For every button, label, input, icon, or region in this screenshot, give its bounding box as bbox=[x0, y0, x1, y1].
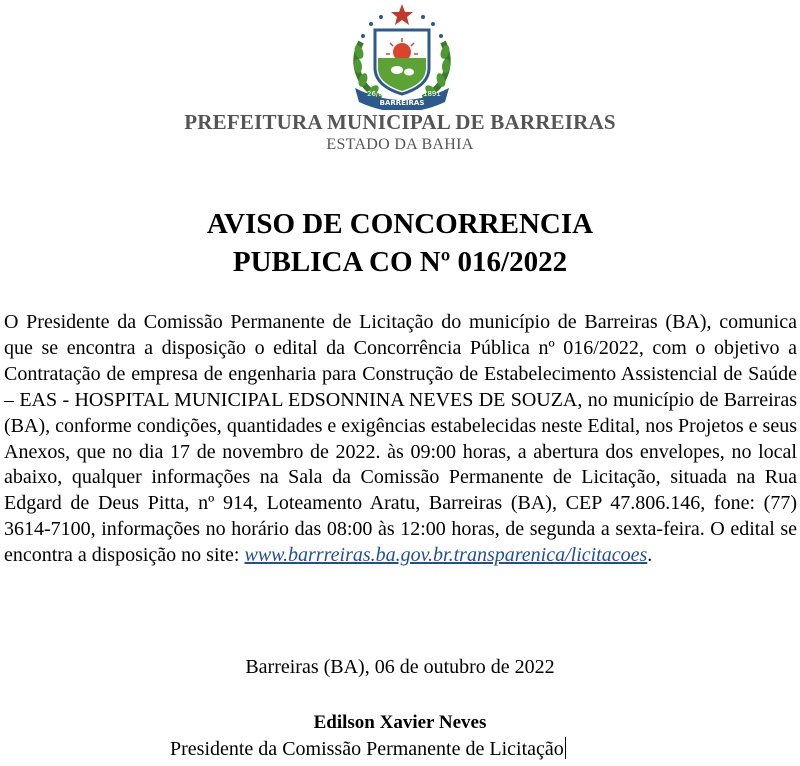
municipal-crest-icon bbox=[341, 2, 463, 110]
notice-body bbox=[4, 310, 797, 569]
svg-text:BARREIRAS: BARREIRAS bbox=[379, 99, 425, 107]
text-cursor bbox=[565, 737, 566, 759]
notice-title-line-1: AVISO DE CONCORRENCIA bbox=[206, 208, 594, 240]
notice-body-end: . bbox=[647, 544, 653, 567]
notice-body-text: O Presidente da Comissão Permanente de Licitação do município de Barreiras (BA), comunica que se encontra a disposição o edital da Concorrência Pública nº 016/2022, com o objetivo a Contratação de empresa de engenharia para Construção de Estabelecimento Assistencial de Saúde – EAS - HOSPITAL MUNICIPAL EDSONNINA NEVES DE SOUZA, no município de Barreiras (BA), conforme condições, quantidades e exigências estabelecidas neste Edital, nos Projetos e seus Anexos, que no dia 17 de novembro de 2022. às 09:00 horas, a abertura dos envelopes, no local abaixo, qualquer informações na Sala da Comissão Permanente de Licitação, situada na Rua Edgard de Deus Pitta, nº 914, Loteamento Aratu, Barreiras (BA), CEP 47.806.146, fone: (77) 3614-7100, informações no horário das 08:00 às 12:00 horas, de segunda a sexta-feira. O edital se encontra a disposição no site: bbox=[4, 311, 797, 567]
organization-name: PREFEITURA MUNICIPAL DE BARREIRAS bbox=[184, 110, 616, 134]
svg-text:1891: 1891 bbox=[423, 90, 441, 98]
notice-title-line-2: PUBLICA CO Nº 016/2022 bbox=[232, 246, 568, 278]
state-name: ESTADO DA BAHIA bbox=[326, 136, 474, 153]
signatory-role bbox=[170, 737, 566, 761]
licitacoes-link[interactable]: www.barrreiras.ba.gov.br.transparenica/licitacoes bbox=[244, 544, 648, 567]
signatory-role-text: Presidente da Comissão Permanente de Licitação bbox=[170, 738, 564, 760]
signatory-name: Edilson Xavier Neves bbox=[313, 712, 487, 733]
svg-text:26/05: 26/05 bbox=[367, 90, 388, 98]
notice-date: Barreiras (BA), 06 de outubro de 2022 bbox=[245, 656, 555, 678]
